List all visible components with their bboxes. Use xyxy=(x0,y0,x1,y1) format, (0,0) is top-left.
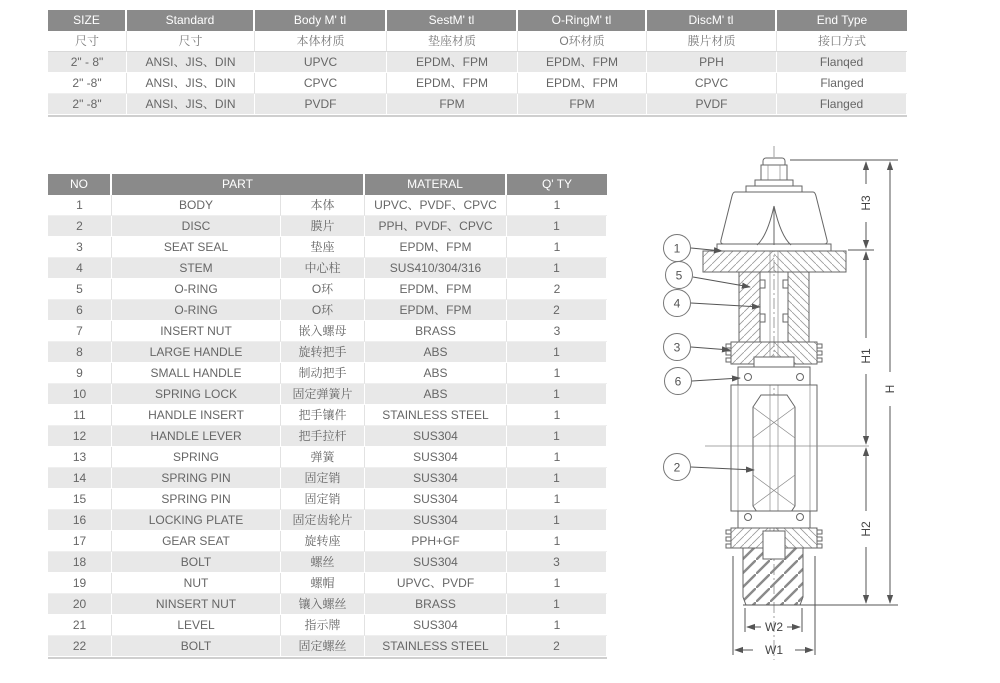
cell-size: 2" - 8" xyxy=(48,52,127,73)
cell-qty: 1 xyxy=(507,258,607,279)
table-row xyxy=(48,426,607,447)
spec-subheader-body: 本体材质 xyxy=(255,31,387,52)
spec-subheader-size: 尺寸 xyxy=(48,31,127,52)
upper-union-nut xyxy=(726,342,822,367)
cell-qty: 1 xyxy=(507,426,607,447)
spec-subheader-seat: 垫座材质 xyxy=(387,31,518,52)
table-row xyxy=(48,258,607,279)
cell-qty: 1 xyxy=(507,447,607,468)
svg-text:4: 4 xyxy=(673,296,681,311)
cell-size: 2" -8" xyxy=(48,73,127,94)
table-row xyxy=(48,594,607,615)
spec-header-disc: DiscM' tl xyxy=(647,10,777,31)
dim-label-h3: H3 xyxy=(859,195,873,211)
cell-qty: 3 xyxy=(507,321,607,342)
cell-part-zh: 旋转把手 xyxy=(281,342,365,363)
cell-part-zh: 制动把手 xyxy=(281,363,365,384)
spec-subheader-end: 接口方式 xyxy=(777,31,907,52)
cell-no: 1 xyxy=(48,195,112,216)
svg-text:5: 5 xyxy=(675,268,683,283)
parts-table xyxy=(48,174,607,659)
parts-header-no: NO xyxy=(48,174,112,195)
cell-qty: 1 xyxy=(507,195,607,216)
cell-body-material: CPVC xyxy=(255,73,387,94)
cell-part-zh: 固定螺丝 xyxy=(281,636,365,657)
cell-end-type: Flanqed xyxy=(777,52,907,73)
cell-part-en: LEVEL xyxy=(112,615,281,636)
cell-part-en: BOLT xyxy=(112,636,281,657)
cell-qty: 2 xyxy=(507,279,607,300)
cell-part-zh: 中心柱 xyxy=(281,258,365,279)
cell-material: SUS304 xyxy=(365,447,507,468)
cell-material: STAINLESS STEEL xyxy=(365,636,507,657)
cell-standard: ANSI、JIS、DIN xyxy=(127,52,255,73)
cell-no: 16 xyxy=(48,510,112,531)
handle-cap xyxy=(717,186,831,251)
table-row xyxy=(48,216,607,237)
table-row xyxy=(48,237,607,258)
cell-qty: 3 xyxy=(507,552,607,573)
cell-no: 9 xyxy=(48,363,112,384)
cell-no: 13 xyxy=(48,447,112,468)
callout-2 xyxy=(664,454,755,481)
cell-material: SUS304 xyxy=(365,468,507,489)
spec-header-end: End Type xyxy=(777,10,907,31)
cell-qty: 1 xyxy=(507,342,607,363)
cell-part-zh: 镶入螺丝 xyxy=(281,594,365,615)
parts-header-material: MATERAL xyxy=(365,174,507,195)
dim-label-w1: W1 xyxy=(765,643,783,657)
spec-subheader-disc: 膜片材质 xyxy=(647,31,777,52)
cell-size: 2" -8" xyxy=(48,94,127,115)
cell-no: 21 xyxy=(48,615,112,636)
spec-header-oring: O-RingM' tl xyxy=(518,10,647,31)
cell-qty: 1 xyxy=(507,594,607,615)
spec-subheader-standard: 尺寸 xyxy=(127,31,255,52)
table-row xyxy=(48,195,607,216)
dim-label-h1: H1 xyxy=(859,348,873,364)
cell-qty: 1 xyxy=(507,531,607,552)
cell-no: 2 xyxy=(48,216,112,237)
table-row xyxy=(48,510,607,531)
cell-disc-material: PPH xyxy=(647,52,777,73)
dim-h2 xyxy=(859,448,873,603)
cell-no: 10 xyxy=(48,384,112,405)
dim-label-w2: W2 xyxy=(765,620,783,634)
cell-material: BRASS xyxy=(365,594,507,615)
cell-qty: 1 xyxy=(507,384,607,405)
cell-qty: 1 xyxy=(507,573,607,594)
valve-disc xyxy=(753,395,795,518)
cell-material: PPH、PVDF、CPVC xyxy=(365,216,507,237)
cell-part-zh: 本体 xyxy=(281,195,365,216)
cell-material: SUS410/304/316 xyxy=(365,258,507,279)
dim-label-h2: H2 xyxy=(859,521,873,537)
table-row xyxy=(48,531,607,552)
cell-standard: ANSI、JIS、DIN xyxy=(127,73,255,94)
cell-qty: 1 xyxy=(507,510,607,531)
cell-no: 19 xyxy=(48,573,112,594)
cell-material: ABS xyxy=(365,384,507,405)
callout-6 xyxy=(665,368,741,395)
cell-no: 11 xyxy=(48,405,112,426)
spec-row xyxy=(48,52,907,73)
cell-part-zh: 把手镶件 xyxy=(281,405,365,426)
cell-part-en: NUT xyxy=(112,573,281,594)
cell-no: 7 xyxy=(48,321,112,342)
table-row xyxy=(48,405,607,426)
table-row xyxy=(48,447,607,468)
cell-oring-material: EPDM、FPM xyxy=(518,73,647,94)
table-row xyxy=(48,363,607,384)
cell-part-zh: 把手拉杆 xyxy=(281,426,365,447)
upper-bonnet xyxy=(738,367,810,385)
cell-part-en: LOCKING PLATE xyxy=(112,510,281,531)
svg-text:3: 3 xyxy=(673,340,681,355)
cell-qty: 1 xyxy=(507,468,607,489)
spec-subheader-row xyxy=(48,31,907,52)
cell-no: 20 xyxy=(48,594,112,615)
svg-text:1: 1 xyxy=(673,241,681,256)
dim-h xyxy=(883,162,897,603)
spec-header-standard: Standard xyxy=(127,10,255,31)
table-row xyxy=(48,489,607,510)
cell-qty: 2 xyxy=(507,636,607,657)
cell-no: 6 xyxy=(48,300,112,321)
cell-part-zh: 固定销 xyxy=(281,489,365,510)
cell-no: 3 xyxy=(48,237,112,258)
svg-text:6: 6 xyxy=(674,374,682,389)
cell-part-en: SPRING LOCK xyxy=(112,384,281,405)
cell-qty: 1 xyxy=(507,405,607,426)
dim-h1 xyxy=(859,252,873,444)
cell-standard: ANSI、JIS、DIN xyxy=(127,94,255,115)
cell-no: 15 xyxy=(48,489,112,510)
svg-text:2: 2 xyxy=(673,460,681,475)
cell-part-zh: 垫座 xyxy=(281,237,365,258)
cell-part-zh: 固定齿轮片 xyxy=(281,510,365,531)
cell-oring-material: FPM xyxy=(518,94,647,115)
cell-qty: 1 xyxy=(507,216,607,237)
callout-3 xyxy=(664,334,731,361)
cell-part-en: SPRING PIN xyxy=(112,489,281,510)
cell-material: BRASS xyxy=(365,321,507,342)
cell-material: SUS304 xyxy=(365,489,507,510)
cell-seat-material: FPM xyxy=(387,94,518,115)
table-row xyxy=(48,321,607,342)
cell-body-material: PVDF xyxy=(255,94,387,115)
cell-no: 8 xyxy=(48,342,112,363)
dim-label-h: H xyxy=(883,384,897,394)
cell-part-zh: O环 xyxy=(281,279,365,300)
cell-no: 5 xyxy=(48,279,112,300)
table-row xyxy=(48,384,607,405)
cell-part-en: HANDLE INSERT xyxy=(112,405,281,426)
spec-header-size: SIZE xyxy=(48,10,127,31)
cell-oring-material: EPDM、FPM xyxy=(518,52,647,73)
cell-material: SUS304 xyxy=(365,615,507,636)
cell-part-zh: 螺丝 xyxy=(281,552,365,573)
cell-qty: 1 xyxy=(507,489,607,510)
valve-drawing xyxy=(703,158,898,605)
table-row xyxy=(48,615,607,636)
cell-seat-material: EPDM、FPM xyxy=(387,73,518,94)
cell-part-en: STEM xyxy=(112,258,281,279)
cell-part-en: SEAT SEAL xyxy=(112,237,281,258)
cell-part-en: LARGE HANDLE xyxy=(112,342,281,363)
table-row xyxy=(48,300,607,321)
cell-part-en: SPRING xyxy=(112,447,281,468)
cell-material: EPDM、FPM xyxy=(365,300,507,321)
cell-no: 17 xyxy=(48,531,112,552)
cell-material: STAINLESS STEEL xyxy=(365,405,507,426)
spec-header-row xyxy=(48,10,907,31)
cell-disc-material: PVDF xyxy=(647,94,777,115)
cell-part-zh: 固定弹簧片 xyxy=(281,384,365,405)
cell-part-en: GEAR SEAT xyxy=(112,531,281,552)
cell-material: ABS xyxy=(365,342,507,363)
cell-qty: 1 xyxy=(507,615,607,636)
spec-row xyxy=(48,73,907,94)
cell-part-zh: 膜片 xyxy=(281,216,365,237)
cell-part-en: O-RING xyxy=(112,279,281,300)
spec-row xyxy=(48,94,907,115)
cell-part-zh: 旋转座 xyxy=(281,531,365,552)
cell-material: UPVC、PVDF、CPVC xyxy=(365,195,507,216)
cell-end-type: Flanged xyxy=(777,73,907,94)
table-row xyxy=(48,342,607,363)
cell-no: 22 xyxy=(48,636,112,657)
cell-part-zh: 嵌入螺母 xyxy=(281,321,365,342)
dim-h3 xyxy=(859,162,873,248)
parts-header-qty: Q' TY xyxy=(507,174,607,195)
cell-no: 14 xyxy=(48,468,112,489)
top-flange xyxy=(703,251,846,272)
table-row xyxy=(48,573,607,594)
cell-material: UPVC、PVDF xyxy=(365,573,507,594)
cell-part-en: SPRING PIN xyxy=(112,468,281,489)
cell-part-en: O-RING xyxy=(112,300,281,321)
cell-part-zh: 固定销 xyxy=(281,468,365,489)
cell-seat-material: EPDM、FPM xyxy=(387,52,518,73)
valve-cross-section-diagram xyxy=(615,135,960,670)
cell-part-zh: 螺帽 xyxy=(281,573,365,594)
neck-and-stem xyxy=(739,272,809,342)
cell-no: 4 xyxy=(48,258,112,279)
cell-part-en: NINSERT NUT xyxy=(112,594,281,615)
cell-material: ABS xyxy=(365,363,507,384)
cell-part-en: DISC xyxy=(112,216,281,237)
cell-part-en: SMALL HANDLE xyxy=(112,363,281,384)
cell-no: 18 xyxy=(48,552,112,573)
table-row xyxy=(48,636,607,657)
cell-no: 12 xyxy=(48,426,112,447)
top-bolt xyxy=(755,158,793,186)
parts-header-row xyxy=(48,174,607,195)
spec-header-body: Body M' tl xyxy=(255,10,387,31)
cell-body-material: UPVC xyxy=(255,52,387,73)
dim-w2 xyxy=(745,608,802,634)
cell-part-en: BODY xyxy=(112,195,281,216)
cell-part-en: BOLT xyxy=(112,552,281,573)
cell-disc-material: CPVC xyxy=(647,73,777,94)
size-spec-table xyxy=(48,10,907,117)
spec-header-seat: SestM' tl xyxy=(387,10,518,31)
cell-part-zh: 指示牌 xyxy=(281,615,365,636)
cell-part-zh: 弹簧 xyxy=(281,447,365,468)
cell-material: PPH+GF xyxy=(365,531,507,552)
spec-subheader-oring: O环材质 xyxy=(518,31,647,52)
cell-qty: 1 xyxy=(507,237,607,258)
cell-part-zh: O环 xyxy=(281,300,365,321)
table-row xyxy=(48,468,607,489)
table-row xyxy=(48,552,607,573)
cell-material: SUS304 xyxy=(365,510,507,531)
cell-part-en: INSERT NUT xyxy=(112,321,281,342)
cell-material: SUS304 xyxy=(365,426,507,447)
lower-bonnet xyxy=(738,511,810,528)
cell-material: SUS304 xyxy=(365,552,507,573)
parts-header-part: PART xyxy=(112,174,365,195)
cell-end-type: Flanged xyxy=(777,94,907,115)
cell-part-en: HANDLE LEVER xyxy=(112,426,281,447)
cell-material: EPDM、FPM xyxy=(365,279,507,300)
cell-qty: 1 xyxy=(507,363,607,384)
table-row xyxy=(48,279,607,300)
cell-material: EPDM、FPM xyxy=(365,237,507,258)
cell-qty: 2 xyxy=(507,300,607,321)
